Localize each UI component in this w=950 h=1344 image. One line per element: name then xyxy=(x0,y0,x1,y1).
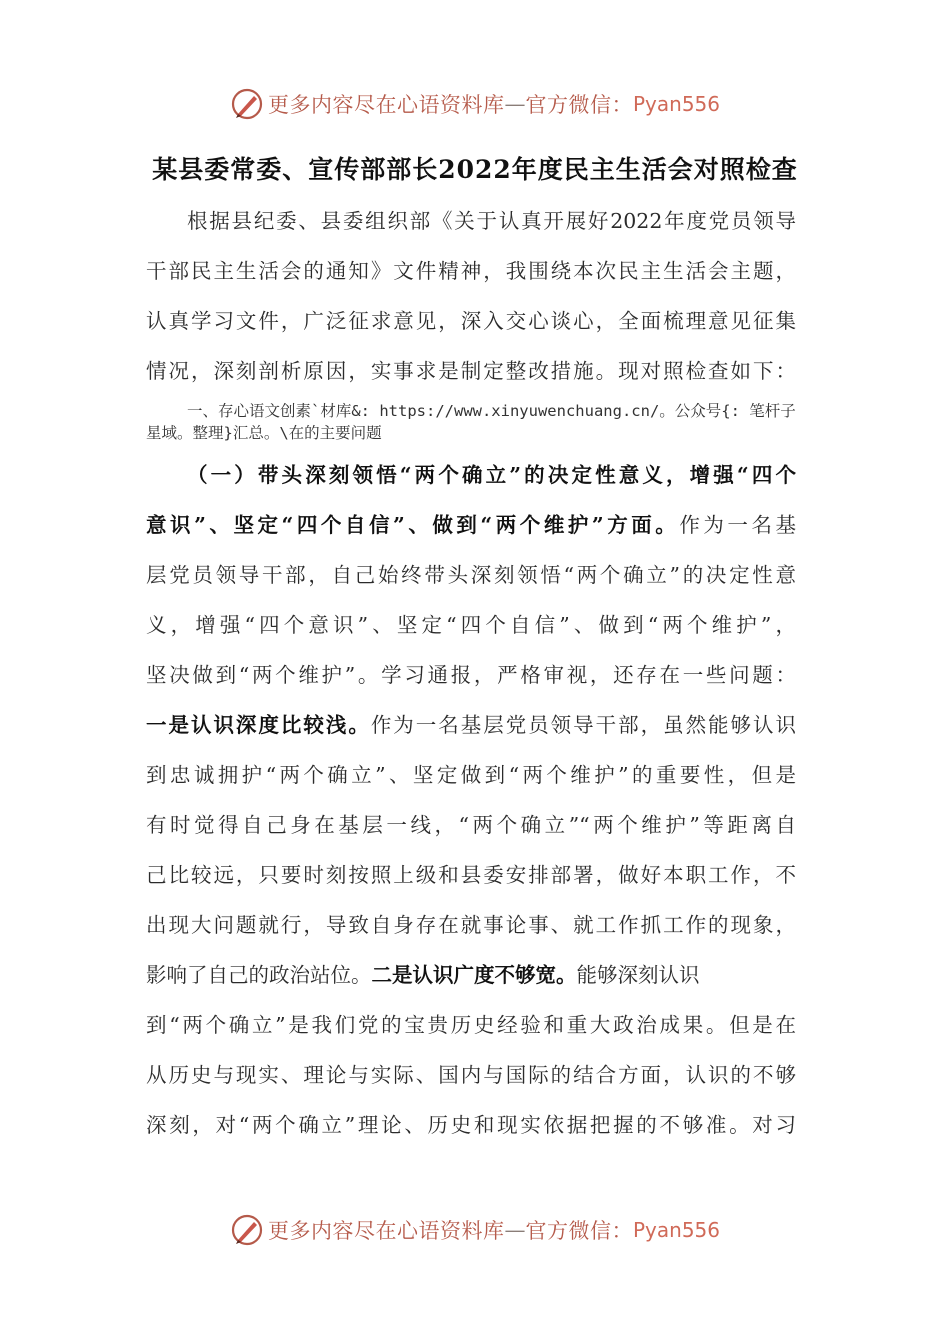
body-text: 影响了自己的政治站位。 xyxy=(146,963,372,987)
intro-line: 根据县纪委、县委组织部《关于认真开展好2022年度党员领导 xyxy=(187,209,796,233)
body-text: 作为一名基层党员领导干部，虽然能够认识 xyxy=(370,713,797,737)
intro-line: 干部民主生活会的通知》文件精神，我围绕本次民主生活会主题， xyxy=(146,259,796,283)
body-text: 作为一名基 xyxy=(679,513,796,537)
pen-logo-icon xyxy=(230,1213,264,1247)
section-heading-bold: 意识”、坚定“四个自信”、做到“两个维护”方面。 xyxy=(146,513,680,537)
point-one-heading: 一是认识深度比较浅。 xyxy=(146,713,371,737)
footer-banner xyxy=(0,1206,950,1254)
section-heading-cont xyxy=(146,500,796,550)
body-line: 层党员领导干部，自己始终带头深刻领悟“两个确立”的决定性意 xyxy=(146,563,796,587)
document-body xyxy=(146,196,796,1150)
point-two-line xyxy=(146,950,796,1000)
banner-text: 更多内容尽在心语资料库 xyxy=(267,93,505,117)
intro-line: 情况，深刻剖析原因，实事求是制定整改措施。现对照检查如下： xyxy=(146,359,796,383)
body-line: 出现大问题就行，导致自身存在就事论事、就工作抓工作的现象， xyxy=(146,913,796,937)
banner-label: 官方微信： xyxy=(525,1219,633,1243)
document-title: 某县委常委、宣传部部长2022年度民主生活会对照检查 xyxy=(152,155,798,184)
intro-line: 认真学习文件，广泛征求意见，深入交心谈心，全面梳理意见征集 xyxy=(146,309,796,333)
body-line: 深刻，对“两个确立”理论、历史和现实依据把握的不够准。对习 xyxy=(146,1113,796,1137)
body-line: 从历史与现实、理论与实际、国内与国际的结合方面，认识的不够 xyxy=(146,1063,796,1087)
banner-wechat-id: Pyan556 xyxy=(632,1218,720,1242)
banner-wechat-id: Pyan556 xyxy=(632,92,720,116)
body-text: 能够深刻认识 xyxy=(576,963,700,987)
source-note xyxy=(146,400,796,444)
pen-logo-icon xyxy=(230,87,264,121)
body-line: 到“两个确立”是我们党的宝贵历史经验和重大政治成果。但是在 xyxy=(146,1013,796,1037)
point-two-heading: 二是认识广度不够宽。 xyxy=(371,963,577,987)
note-line: 一、存心语文创素`材库&: https://www.xinyuwenchuang.cn/。公众号{: 笔杆子 xyxy=(187,402,796,420)
banner-text: 更多内容尽在心语资料库 xyxy=(267,1219,505,1243)
banner-separator: — xyxy=(504,92,526,116)
body-line: 己比较远，只要时刻按照上级和县委安排部署，做好本职工作，不 xyxy=(146,863,796,887)
body-line: 坚决做到“两个维护”。学习通报，严格审视，还存在一些问题： xyxy=(146,663,796,687)
header-banner xyxy=(0,80,950,128)
banner-label: 官方微信： xyxy=(525,93,633,117)
body-line: 义，增强“四个意识”、坚定“四个自信”、做到“两个维护”， xyxy=(146,613,796,637)
note-line: 星域。整理}汇总。\在的主要问题 xyxy=(146,424,382,442)
section-heading: （一）带头深刻领悟“两个确立”的决定性意义，增强“四个 xyxy=(187,463,796,487)
point-one-line xyxy=(146,700,796,750)
body-line: 有时觉得自己身在基层一线，“两个确立”“两个维护”等距离自 xyxy=(146,813,796,837)
banner-separator: — xyxy=(504,1218,526,1242)
body-line: 到忠诚拥护“两个确立”、坚定做到“两个维护”的重要性，但是 xyxy=(146,763,796,787)
